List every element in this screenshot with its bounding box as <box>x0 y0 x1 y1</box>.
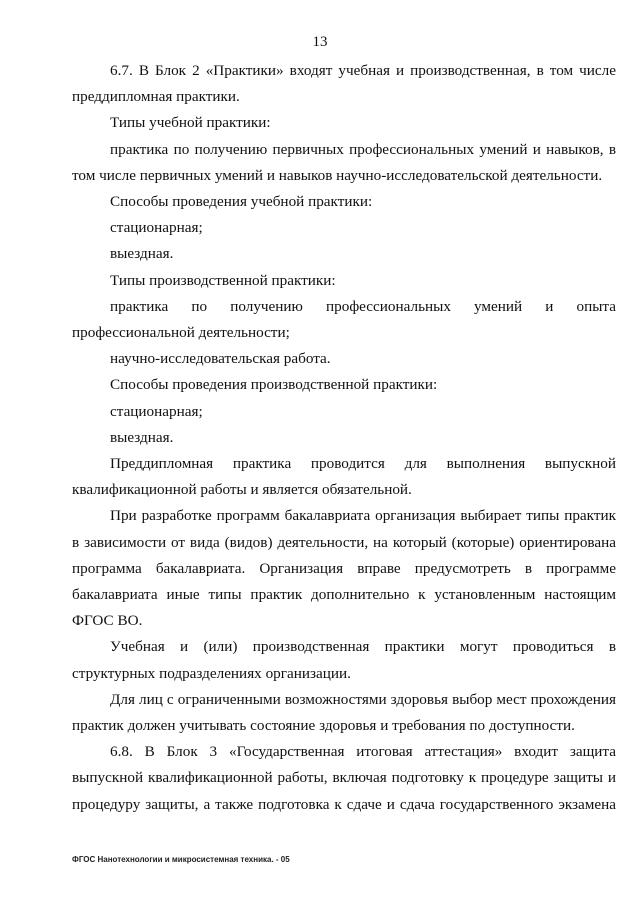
paragraph-6-8: 6.8. В Блок 3 «Государственная итоговая аттестация» входит защита выпускной квалификационной работы, включая подготовку к процедуре защиты и процедуру защиты, а также подготовка к сдаче и сдача государственного экзамена <box>72 743 616 813</box>
paragraph-training-method-field: выездная. <box>110 245 174 263</box>
paragraph-production-method-stationary: стационарная; <box>110 402 203 420</box>
document-body <box>72 58 616 818</box>
paragraph-disabilities: Для лиц с ограниченными возможностями здоровья выбор мест прохождения практик должен учитывать состояние здоровья и требования по доступности. <box>72 690 616 735</box>
paragraph-training-methods-heading: Способы проведения учебной практики: <box>110 193 373 211</box>
paragraph-production-methods-heading: Способы проведения производственной практики: <box>110 376 438 394</box>
paragraph-production-type-2: научно-исследовательская работа. <box>110 350 331 368</box>
paragraph-training-method-stationary: стационарная; <box>110 219 203 237</box>
paragraph-prediploma: Преддипломная практика проводится для выполнения выпускной квалификационной работы и является обязательной. <box>72 455 616 499</box>
paragraph-production-method-field: выездная. <box>110 428 174 446</box>
page-number: 13 <box>312 34 328 50</box>
paragraph-6-7: 6.7. В Блок 2 «Практики» входят учебная и производственная, в том числе преддипломная практики. <box>72 62 616 106</box>
paragraph-program-development: При разработке программ бакалавриата организация выбирает типы практик в зависимости от вида (видов) деятельности, на который (которые) ориентирована программа бакалавриата. Организация вправе предусмотреть в программе бакалавриата иные типы практик дополнительно к установленным настоящим ФГОС ВО. <box>72 507 616 630</box>
paragraph-training-types-heading: Типы учебной практики: <box>110 114 271 132</box>
paragraph-production-types-heading: Типы производственной практики: <box>110 271 336 289</box>
paragraph-training-type-1: практика по получению первичных профессиональных умений и навыков, в том числе первичных умений и навыков научно-исследовательской деятельности. <box>72 140 616 184</box>
paragraph-structural-units: Учебная и (или) производственная практики могут проводиться в структурных подразделениях организации. <box>72 638 616 682</box>
paragraph-production-type-1: практика по получению профессиональных умений и опыта профессиональной деятельности; <box>72 297 616 342</box>
page-footer: ФГОС Нанотехнологии и микросистемная техника. - 05 <box>72 855 290 864</box>
